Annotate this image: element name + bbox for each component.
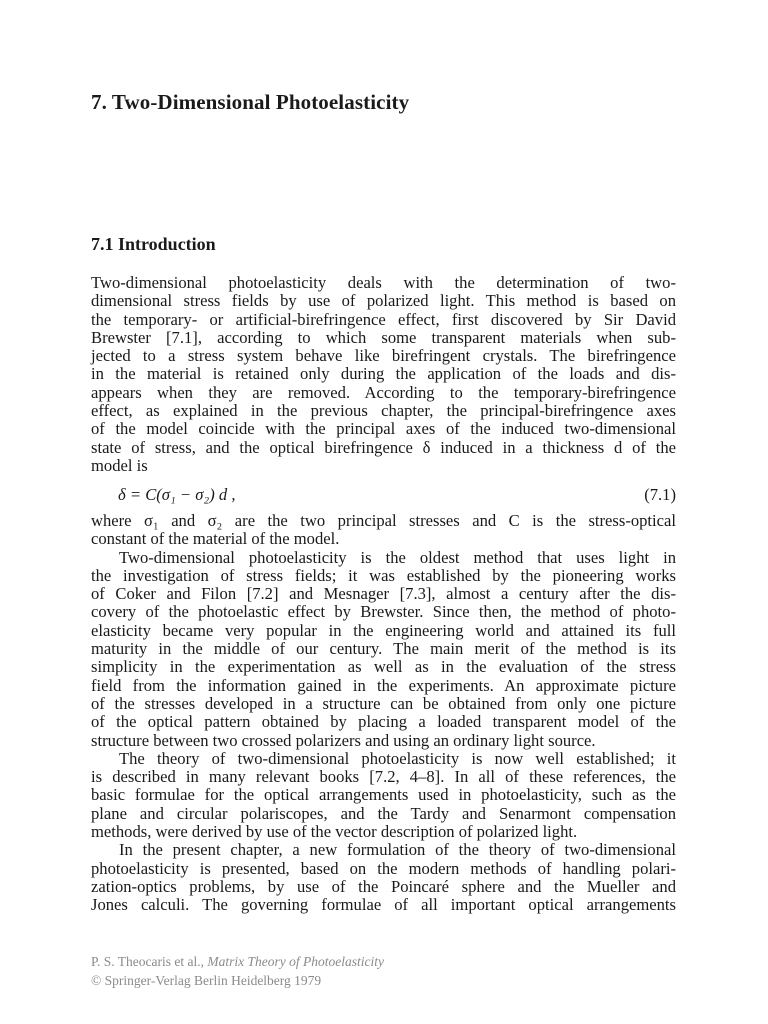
paragraph-after-equation [91, 512, 676, 915]
text-line: dimensional stress fields by use of polarized light. This method is based on [91, 291, 676, 311]
text-line: In the present chapter, a new formulation of the theory of two-dimensional [119, 840, 676, 860]
equation-7-1 [91, 485, 676, 505]
text-line: methods, were derived by use of the vector description of polarized light. [91, 822, 578, 842]
chapter-title: 7. Two-Dimensional Photoelasticity [91, 90, 410, 114]
text-line: structure between two crossed polarizers and using an ordinary light source. [91, 730, 596, 750]
text-line: Brewster [7.1], according to which some transparent materials when sub- [91, 327, 676, 347]
text-line: jected to a stress system behave like birefringent crystals. The birefringence [91, 346, 676, 366]
equation-number: (7.1) [644, 485, 676, 504]
text-line: where σ₁ and σ₂ are the two principal stresses and C is the stress-optical [91, 511, 676, 530]
text-line: state of stress, and the optical birefringence δ induced in a thickness d of the [91, 437, 676, 457]
footer-citation [91, 952, 384, 971]
text-line: appears when they are removed. According to the temporary-birefringence [91, 382, 676, 402]
copyright-footer [91, 952, 384, 990]
text-line: elasticity became very popular in the engineering world and attained its full [91, 620, 676, 640]
text-line: is described in many relevant books [7.2, 4–8]. In all of these references, the [91, 767, 676, 787]
text-line: zation-optics problems, by use of the Poincaré sphere and the Mueller and [91, 876, 676, 896]
equation-formula: δ = C(σ₁ − σ₂) d , [118, 485, 236, 504]
text-line: Two-dimensional photoelasticity is the oldest method that uses light in [119, 547, 676, 567]
footer-copyright: © Springer-Verlag Berlin Heidelberg 1979 [91, 973, 322, 988]
text-line: in the material is retained only during the application of the loads and dis- [91, 364, 676, 384]
text-line: photoelasticity is presented, based on the modern methods of handling polari- [91, 858, 676, 878]
text-line: basic formulae for the optical arrangements used in photoelasticity, such as the [91, 785, 676, 805]
footer-authors: P. S. Theocaris et al., [91, 954, 208, 969]
text-line: simplicity in the experimentation as well as in the evaluation of the stress [91, 657, 676, 677]
paragraph-intro [91, 274, 676, 475]
footer-book-title: Matrix Theory of Photoelasticity [207, 954, 384, 969]
section-title: 7.1 Introduction [91, 234, 216, 254]
text-line: Two-dimensional photoelasticity deals with the determination of two- [91, 273, 676, 292]
text-line: maturity in the middle of our century. The main merit of the method is its [91, 639, 676, 659]
text-line: Jones calculi. The governing formulae of all important optical arrangements [91, 895, 676, 915]
text-line: of Coker and Filon [7.2] and Mesnager [7.3], almost a century after the dis- [91, 584, 676, 604]
text-line: plane and circular polariscopes, and the Tardy and Senarmont compensation [91, 803, 676, 823]
text-line: The theory of two-dimensional photoelasticity is now well established; it [119, 748, 676, 768]
text-line: field from the information gained in the experiments. An approximate picture [91, 675, 676, 695]
text-line: constant of the material of the model. [91, 529, 340, 549]
text-line: effect, as explained in the previous chapter, the principal-birefringence axes [91, 401, 676, 421]
text-line: of the stresses developed in a structure can be obtained from only one picture [91, 693, 676, 713]
text-line: the investigation of stress fields; it was established by the pioneering works [91, 565, 676, 585]
text-line: model is [91, 455, 148, 475]
text-line: the temporary- or artificial-birefringence effect, first discovered by Sir David [91, 309, 676, 329]
text-line: of the optical pattern obtained by placing a loaded transparent model of the [91, 712, 676, 732]
text-line: of the model coincide with the principal axes of the induced two-dimensional [91, 419, 676, 439]
text-line: covery of the photoelastic effect by Brewster. Since then, the method of photo- [91, 602, 676, 622]
